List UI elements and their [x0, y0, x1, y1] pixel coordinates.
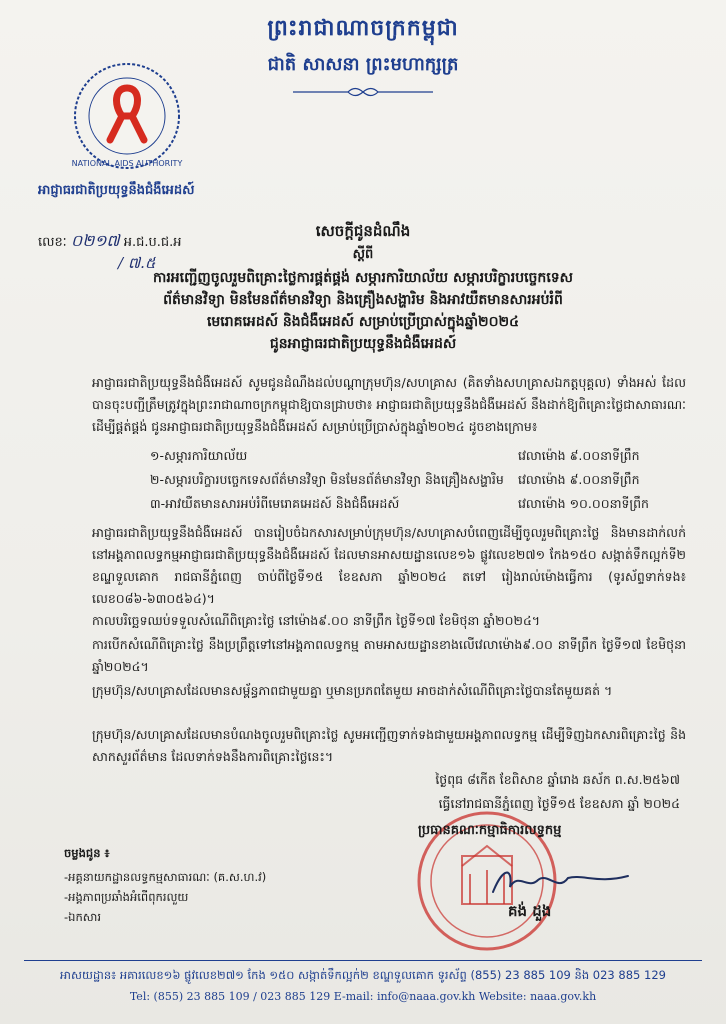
about-label: ស្តីពី	[352, 247, 374, 262]
subject-line: ការអញ្ជើញចូលរួមពិគ្រោះថ្លៃការផ្គត់ផ្គង់ សម្ភារការិយាល័យ សម្ភារបរិក្ខារបច្ចេកទេស	[153, 270, 573, 286]
intro-paragraph: អាជ្ញាធរជាតិប្រយុទ្ធនឹងជំងឺអេដស៍ សូមជូនដំណឹងដល់បណ្តាក្រុមហ៊ុន/សហគ្រាស (គិតទាំងសហគ្រាសឯកត្តបុគ្គល) ទាំងអស់ ដែលបានចុះបញ្ជីត្រឹមត្រូវក្នុងព្រះរាជាណាចក្រកម្ពុជាឱ្យបានជ្រាបថា៖ អាជ្ញាធរជាតិប្រយុទ្ធនឹងជំងឺអេដស៍ នឹងដាក់ឱ្យពិគ្រោះថ្លៃជាសាធារណៈដើម្បីផ្គត់ផ្គង់ ជូនអាជ្ញាធរជាតិប្រយុទ្ធនឹងជំងឺអេដស៍ សម្រាប់ប្រើប្រាស់ក្នុងឆ្នាំ២០២៤ ដូចខាងក្រោម៖	[92, 375, 686, 434]
cc-item: -អង្គភាពប្រឆាំងអំពើពុករលួយ	[64, 890, 189, 904]
cc-item: -ឯកសារ	[64, 910, 101, 924]
ref-sub: / ៧.៥	[118, 254, 156, 272]
schedule-time: វេលាម៉ោង ៩.០០នាទីព្រឹក	[518, 472, 640, 487]
schedule-name: ៣-អាវយឺតមានសារអប់រំពីមេរោគអេដស៍ និងជំងឺអេដស៍	[150, 496, 400, 511]
footer-address: អាសយដ្ឋាន៖ អគារលេខ១៦ ផ្លូវលេខ២៧១ កែង ១៥០ សង្កាត់ទឹកល្អក់២ ខណ្ឌទួលគោក ទូរស័ព្ទ (855) 23 885 109 និង 023 885 129	[60, 968, 666, 982]
schedule-item	[150, 472, 686, 492]
svg-text:NATIONAL AIDS AUTHORITY: NATIONAL AIDS AUTHORITY	[71, 159, 183, 168]
body-paragraph: កាលបរិច្ឆេទឈប់ទទួលសំណើពិគ្រោះថ្លៃ នៅម៉ោង៩.០០ នាទីព្រឹក ថ្ងៃទី១៧ ខែមិថុនា ឆ្នាំ២០២៤។	[92, 613, 541, 628]
ref-label: លេខៈ	[38, 235, 67, 250]
body-paragraph: ការបើកសំណើពិគ្រោះថ្លៃ នឹងប្រព្រឹត្តទៅនៅអង្គភាពលទ្ធកម្ម តាមអាសយដ្ឋានខាងលើវេលាម៉ោង៩.០០ នាទីព្រឹក ថ្ងៃទី១៧ ខែមិថុនា ឆ្នាំ២០២៤។	[92, 637, 686, 674]
schedule-time: វេលាម៉ោង ១០.០០នាទីព្រឹក	[518, 496, 649, 511]
signer-title: ប្រធានគណៈកម្មាធិការលទ្ធកម្ម	[418, 823, 562, 838]
footer-divider	[24, 960, 702, 961]
lunar-date: ថ្ងៃពុធ ៨កើត ខែពិសាខ ឆ្នាំរោង ឆស័ក ព.ស.២៥៦៧	[435, 772, 680, 787]
ornament-icon	[293, 85, 433, 99]
subject-line: ជូនអាជ្ញាធរជាតិប្រយុទ្ធនឹងជំងឺអេដស៍	[269, 336, 457, 352]
ref-suffix: អ.ជ.ប.ជ.អ	[123, 235, 182, 250]
signer-name: គង់ ដួង	[508, 902, 552, 920]
national-motto: ជាតិ សាសនា ព្រះមហាក្សត្រ	[267, 54, 459, 75]
footer-contact: Tel: (855) 23 885 109 / 023 885 129 E-mail: info@naaa.gov.kh Website: naaa.gov.kh	[129, 990, 597, 1003]
cc-item: -អគ្គនាយកដ្ឋានលទ្ធកម្មសាធារណៈ (គ.ស.ហ.វ)	[64, 870, 267, 884]
body-paragraph: ក្រុមហ៊ុន/សហគ្រាសដែលមានបំណងចូលរួមពិគ្រោះថ្លៃ សូមអញ្ជើញទាក់ទងជាមួយអង្គភាពលទ្ធកម្ម ដើម្បីទិញឯកសារពិគ្រោះថ្លៃ និងសាកសួរព័ត៌មាន ដែលទាក់ទងនឹងការពិគ្រោះថ្លៃនេះ។	[92, 727, 686, 764]
schedule-name: ១-សម្ភារការិយាល័យ	[150, 448, 248, 463]
schedule-item	[150, 448, 686, 468]
subject-line: មេរោគអេដស៍ និងជំងឺអេដស៍ សម្រាប់ប្រើប្រាស់ក្នុងឆ្នាំ២០២៤	[206, 314, 520, 330]
schedule-item	[150, 496, 686, 516]
handwritten-signature	[488, 862, 638, 902]
schedule-name: ២-សម្ភារបរិក្ខារបច្ចេកទេសព័ត៌មានវិទ្យា មិនមែនព័ត៌មានវិទ្យា និងគ្រឿងសង្ហារិម	[150, 472, 504, 487]
kingdom-header: ព្រះរាជាណាចក្រកម្ពុជា	[267, 15, 459, 41]
cc-label: ចម្លងជូន ៖	[64, 846, 110, 860]
naa-logo	[62, 58, 192, 178]
agency-name: អាជ្ញាធរជាតិប្រយុទ្ធនឹងជំងឺអេដស៍	[38, 183, 195, 198]
subject-line: ព័ត៌មានវិទ្យា មិនមែនព័ត៌មានវិទ្យា និងគ្រឿងសង្ហារិម និងអាវយឺតមានសារអប់រំពី	[163, 292, 563, 308]
solar-date: ធ្វើនៅរាជធានីភ្នំពេញ ថ្ងៃទី១៥ ខែឧសភា ឆ្នាំ ២០២៤	[438, 796, 680, 811]
schedule-time: វេលាម៉ោង ៩.០០នាទីព្រឹក	[518, 448, 640, 463]
ref-number: ០២១៧	[70, 231, 120, 250]
body-paragraph: ក្រុមហ៊ុន/សហគ្រាសដែលមានសម្ព័ន្ធភាពជាមួយគ្នា ឬមានប្រភពតែមួយ អាចដាក់សំណើពិគ្រោះថ្លៃបានតែមួយគត់ ។	[92, 683, 613, 698]
document-title: សេចក្តីជូនដំណឹង	[315, 222, 411, 240]
body-paragraph: អាជ្ញាធរជាតិប្រយុទ្ធនឹងជំងឺអេដស៍ បានរៀបចំឯកសារសម្រាប់ក្រុមហ៊ុន/សហគ្រាសបំពេញដើម្បីចូលរួមពិគ្រោះថ្លៃ និងមានដាក់លក់នៅអង្គភាពលទ្ធកម្មអាជ្ញាធរជាតិប្រយុទ្ធនឹងជំងឺអេដស៍ ដែលមានអាសយដ្ឋានលេខ១៦ ផ្លូវលេខ២៧១ កែង១៥០ សង្កាត់ទឹកល្អក់ទី២ ខណ្ឌទួលគោក រាជធានីភ្នំពេញ ចាប់ពីថ្ងៃទី១៥ ខែឧសភា ឆ្នាំ២០២៤ ត​ទៅ រៀងរាល់ម៉ោងធ្វើការ (ទូរស័ព្ទទាក់ទង៖លេខ០៨៦-៦៣០៥៦៤)។	[92, 525, 686, 606]
